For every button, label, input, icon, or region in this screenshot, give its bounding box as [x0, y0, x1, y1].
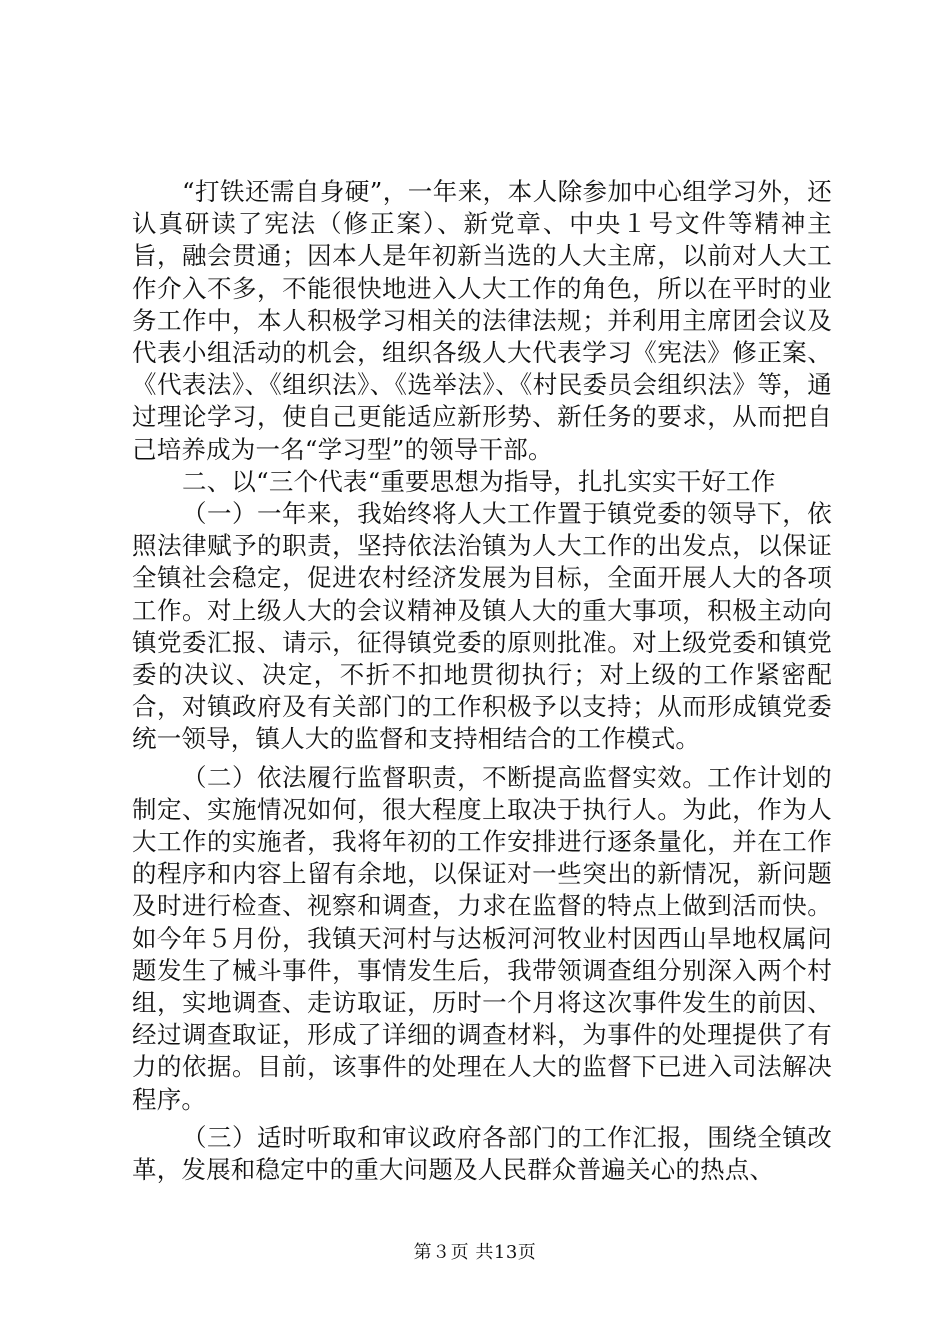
section-heading-two: 二、以“三个代表“重要思想为指导，扎扎实实干好工作	[182, 466, 776, 496]
paragraph-item-two: （二）依法履行监督职责，不断提高监督实效。工作计划的制定、实施情况如何，很大程度上取决于执行人。为此，作为人大工作的实施者，我将年初的工作安排进行逐条量化，并在工作的程序和内容上留有余地，以保证对一些突出的新情况，新问题及时进行检查、视察和调查，力求在监督的特点上做到活而快。如今年５月份，我镇天河村与达板河河牧业村因西山旱地权属问题发生了械斗事件，事情发生后，我带领调查组分别深入两个村组，实地调查、走访取证，历时一个月将这次事件发生的前因、经过调查取证，形成了详细的调查材料，为事件的处理提供了有力的依据。目前，该事件的处理在人大的监督下已进入司法解决程序。	[132, 762, 832, 1114]
document-body	[132, 176, 832, 1186]
paragraph-item-three: （三）适时听取和审议政府各部门的工作汇报，围绕全镇改革，发展和稳定中的重大问题及人民群众普遍关心的热点、	[132, 1122, 832, 1185]
page-number-footer: 第３页 共13页	[413, 1242, 537, 1263]
paragraph-study: “打铁还需自身硬”，一年来，本人除参加中心组学习外，还认真研读了宪法（修正案）、新党章、中央１号文件等精神主旨，融会贯通；因本人是年初新当选的人大主席，以前对人大工作介入不多，不能很快地进入人大工作的角色，所以在平时的业务工作中，本人积极学习相关的法律法规；并利用主席团会议及代表小组活动的机会，组织各级人大代表学习《宪法》修正案、《代表法》、《组织法》、《选举法》、《村民委员会组织法》等，通过理论学习，使自己更能适应新形势、新任务的要求，从而把自己培养成为一名“学习型”的领导干部。	[132, 177, 832, 464]
paragraph-item-one: （一）一年来，我始终将人大工作置于镇党委的领导下，依照法律赋予的职责，坚持依法治镇为人大工作的出发点，以保证全镇社会稳定，促进农村经济发展为目标，全面开展人大的各项工作。对上级人大的会议精神及镇人大的重大事项，积极主动向镇党委汇报、请示，征得镇党委的原则批准。对上级党委和镇党委的决议、决定，不折不扣地贯彻执行；对上级的工作紧密配合，对镇政府及有关部门的工作积极予以支持；从而形成镇党委统一领导，镇人大的监督和支持相结合的工作模式。	[132, 499, 832, 754]
